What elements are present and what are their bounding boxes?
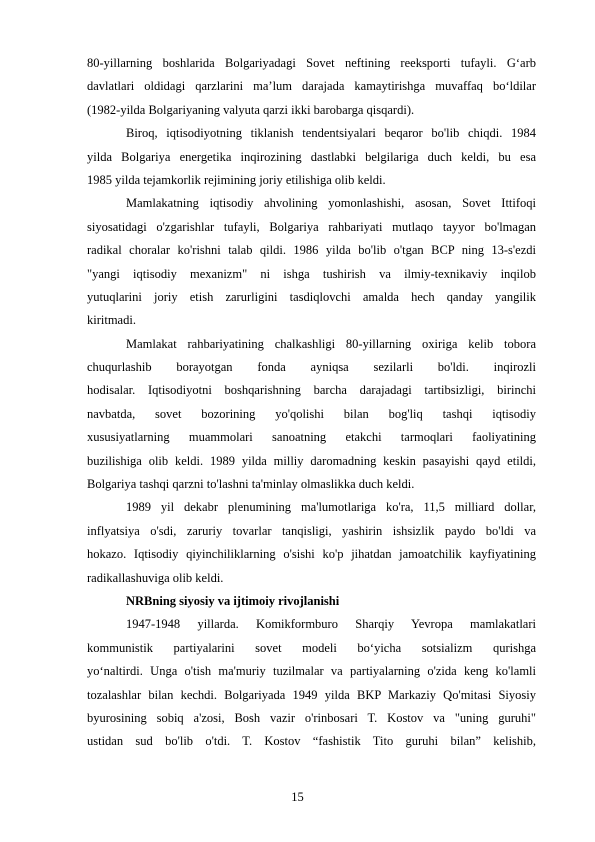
- text-line: navbatda, sovet bozorining yo'qolishi bilan bog'liq tashqi iqtisodiy: [87, 406, 536, 421]
- text-line: radikal choralar ko'rishni talab qildi. 1986 yilda bo'lib o'tgan BCP ning 13-s'ezdi: [87, 243, 536, 258]
- text-line: kiritmadi.: [87, 313, 136, 328]
- text-line: 1947-1948 yillarda. Komikformburo Sharqiy Yevropa mamlakatlari: [126, 617, 536, 632]
- text-line: hodisalar. Iqtisodiyotni boshqarishning barcha darajadagi tartibsizligi, birinchi: [87, 383, 536, 398]
- text-line: 1989 yil dekabr plenumining ma'lumotlariga ko'ra, 11,5 milliard dollar,: [126, 500, 536, 515]
- text-line: Mamlakat rahbariyatining chalkashligi 80-yillarning oxiriga kelib tobora: [126, 336, 536, 351]
- text-line: yo‘naltirdi. Unga o'tish ma'muriy tuzilmalar va partiyalarning o'zida keng ko'lamli: [87, 664, 536, 679]
- page-number: 15: [291, 790, 304, 804]
- text-line: radikallashuviga olib keldi.: [87, 570, 224, 585]
- text-line: Biroq, iqtisodiyotning tiklanish tendentsiyalari beqaror bo'lib chiqdi. 1984: [126, 126, 536, 141]
- text-line: 80-yillarning boshlarida Bolgariyadagi Sovet neftining reeksporti tufayli. G‘arb: [87, 56, 536, 70]
- text-line: tozalashlar bilan kechdi. Bolgariyada 1949 yilda BKP Markaziy Qo'mitasi Siyosiy: [87, 687, 536, 702]
- body-text: [87, 52, 536, 754]
- text-line: Bolgariya tashqi qarzni to'lashni ta'minlay olmaslikka duch keldi.: [87, 477, 415, 492]
- text-line: Mamlakatning iqtisodiy ahvolining yomonlashishi, asosan, Sovet Ittifoqi: [126, 196, 536, 211]
- text-line: inflyatsiya o'sdi, zaruriy tovarlar tanqisligi, yashirin ishsizlik paydo bo'ldi va: [87, 523, 536, 538]
- text-line: yutuqlarini joriy etish zarurligini tasdiqlovchi amalda hech qanday yangilik: [87, 289, 536, 304]
- text-line: (1982-yilda Bolgariyaning valyuta qarzi ikki barobarga qisqardi).: [87, 102, 415, 117]
- section-heading: NRBning siyosiy va ijtimoiy rivojlanishi: [126, 593, 340, 608]
- text-line: xususiyatlarning muammolari sanoatning etakchi tarmoqlari faoliyatining: [87, 430, 536, 445]
- text-line: siyosatidagi o'zgarishlar tufayli, Bolgariya rahbariyati mutlaqo tayyor bo'lmagan: [87, 219, 536, 234]
- text-line: ustidan sud bo'lib o'tdi. T. Kostov “fashistik Tito guruhi bilan” kelishib,: [87, 734, 536, 749]
- text-line: hokazo. Iqtisodiy qiyinchiliklarning o'sishi ko'p jihatdan jamoatchilik kayfiyatining: [87, 547, 536, 562]
- text-line: yilda Bolgariya energetika inqirozining dastlabki belgilariga duch keldi, bu esa: [87, 149, 536, 164]
- text-line: byurosining sobiq a'zosi, Bosh vazir o'rinbosari T. Kostov va "uning guruhi": [87, 710, 536, 725]
- text-line: davlatlari oldidagi qarzlarini ma’lum darajada kamaytirishga muvaffaq bo‘ldilar: [87, 79, 536, 94]
- text-line: 1985 yilda tejamkorlik rejimining joriy etilishiga olib keldi.: [87, 172, 386, 187]
- text-line: kommunistik partiyalarini sovet modeli bo‘yicha sotsializm qurishga: [87, 640, 536, 655]
- text-line: "yangi iqtisodiy mexanizm" ni ishga tushirish va ilmiy-texnikaviy inqilob: [87, 266, 536, 281]
- text-line: chuqurlashib borayotgan fonda ayniqsa sezilarli bo'ldi. inqirozli: [87, 360, 536, 375]
- text-line: buzilishiga olib keldi. 1989 yilda milliy daromadning keskin pasayishi qayd etildi,: [87, 453, 536, 468]
